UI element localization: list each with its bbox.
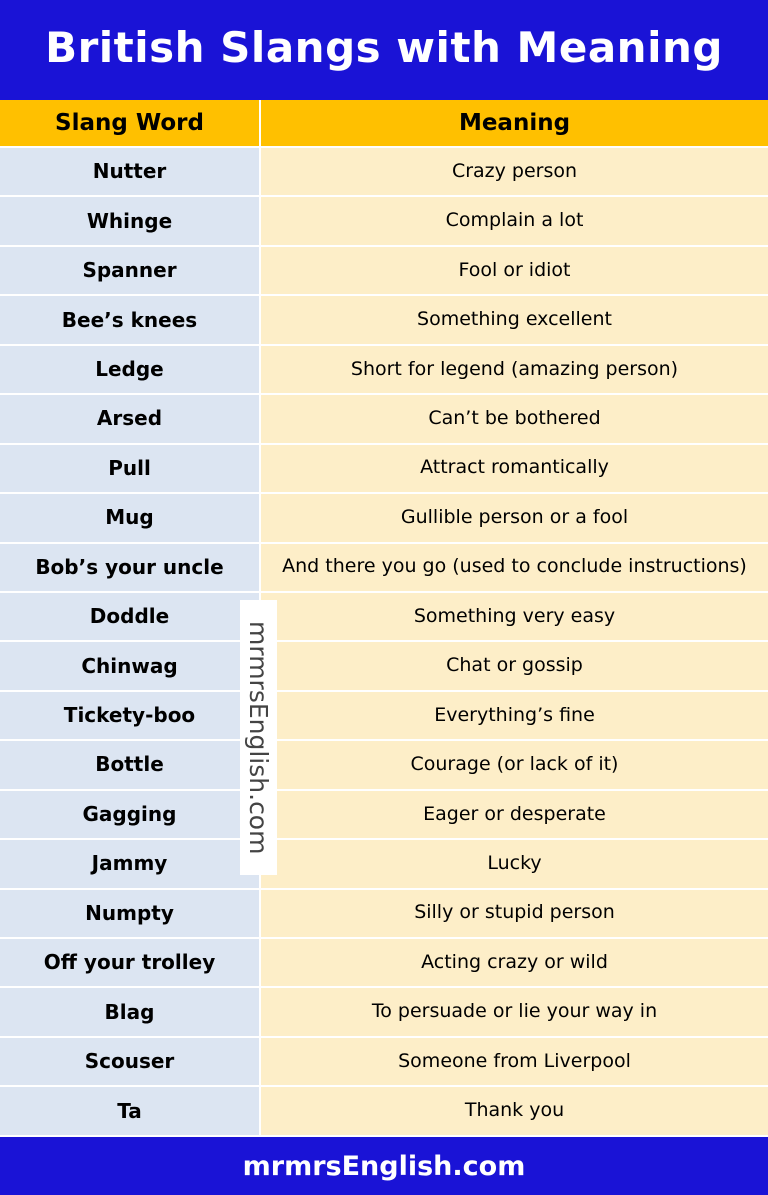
meaning-cell: Lucky	[260, 839, 768, 888]
slang-table	[0, 100, 768, 1137]
table-row	[0, 1086, 768, 1136]
table-row	[0, 740, 768, 789]
slang-word-cell: Scouser	[0, 1037, 260, 1086]
slang-word-cell: Chinwag	[0, 641, 260, 690]
meaning-cell: Something excellent	[260, 295, 768, 344]
slang-word-cell: Tickety-boo	[0, 691, 260, 740]
table-row	[0, 543, 768, 592]
meaning-cell: Acting crazy or wild	[260, 938, 768, 987]
meaning-cell: Courage (or lack of it)	[260, 740, 768, 789]
watermark: mrmrsEnglish.com	[240, 600, 277, 875]
table-row	[0, 295, 768, 344]
slang-word-cell: Arsed	[0, 394, 260, 443]
table-row	[0, 691, 768, 740]
table-row	[0, 345, 768, 394]
table-row	[0, 147, 768, 196]
slang-word-cell: Mug	[0, 493, 260, 542]
table-row	[0, 938, 768, 987]
slang-word-cell: Off your trolley	[0, 938, 260, 987]
meaning-cell: Can’t be bothered	[260, 394, 768, 443]
slang-word-cell: Bottle	[0, 740, 260, 789]
slang-word-cell: Blag	[0, 987, 260, 1036]
slang-word-cell: Pull	[0, 444, 260, 493]
table-row	[0, 839, 768, 888]
meaning-cell: Thank you	[260, 1086, 768, 1136]
column-header-slang-word: Slang Word	[0, 100, 260, 147]
slang-word-cell: Doddle	[0, 592, 260, 641]
table-row	[0, 1037, 768, 1086]
table-row	[0, 444, 768, 493]
meaning-cell: Everything’s fine	[260, 691, 768, 740]
meaning-cell: Something very easy	[260, 592, 768, 641]
slang-word-cell: Ta	[0, 1086, 260, 1136]
column-header-meaning: Meaning	[260, 100, 768, 147]
meaning-cell: Gullible person or a fool	[260, 493, 768, 542]
table-row	[0, 987, 768, 1036]
slang-word-cell: Spanner	[0, 246, 260, 295]
meaning-cell: Silly or stupid person	[260, 889, 768, 938]
slang-word-cell: Whinge	[0, 196, 260, 245]
slang-word-cell: Bob’s your uncle	[0, 543, 260, 592]
slang-word-cell: Jammy	[0, 839, 260, 888]
slang-word-cell: Bee’s knees	[0, 295, 260, 344]
table-row	[0, 394, 768, 443]
meaning-cell: Attract romantically	[260, 444, 768, 493]
meaning-cell: Short for legend (amazing person)	[260, 345, 768, 394]
table-row	[0, 641, 768, 690]
table-row	[0, 889, 768, 938]
meaning-cell: To persuade or lie your way in	[260, 987, 768, 1036]
table-row	[0, 790, 768, 839]
table-row	[0, 246, 768, 295]
meaning-cell: Crazy person	[260, 147, 768, 196]
footer-brand: mrmrsEnglish.com	[0, 1137, 768, 1195]
slang-word-cell: Ledge	[0, 345, 260, 394]
meaning-cell: And there you go (used to conclude instructions)	[260, 543, 768, 592]
meaning-cell: Chat or gossip	[260, 641, 768, 690]
table-body	[0, 147, 768, 1136]
table-row	[0, 196, 768, 245]
slang-word-cell: Gagging	[0, 790, 260, 839]
meaning-cell: Complain a lot	[260, 196, 768, 245]
meaning-cell: Someone from Liverpool	[260, 1037, 768, 1086]
table-row	[0, 493, 768, 542]
meaning-cell: Fool or idiot	[260, 246, 768, 295]
meaning-cell: Eager or desperate	[260, 790, 768, 839]
slang-word-cell: Numpty	[0, 889, 260, 938]
page-title: British Slangs with Meaning	[0, 0, 768, 100]
slang-word-cell: Nutter	[0, 147, 260, 196]
table-header-row	[0, 100, 768, 147]
table-row	[0, 592, 768, 641]
table-header	[0, 100, 768, 147]
